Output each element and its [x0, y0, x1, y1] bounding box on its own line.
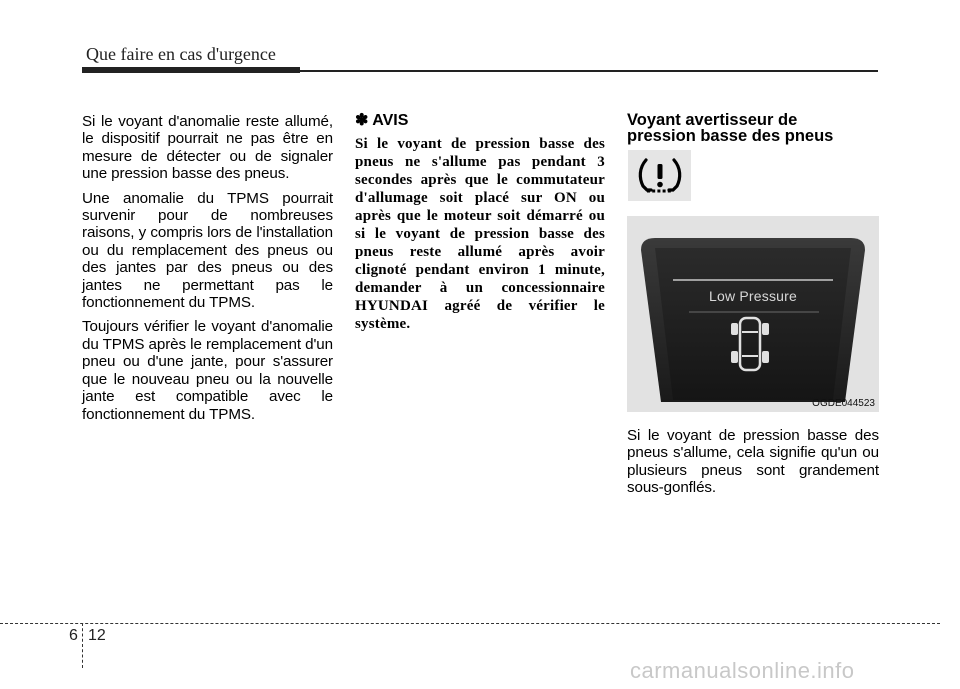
column-2 — [355, 113, 605, 333]
section-heading-line1: Voyant avertisseur de — [627, 111, 798, 129]
tire-pressure-warning-icon — [628, 150, 691, 201]
paragraph-2: Une anomalie du TPMS pourrait survenir pour de nombreuses raisons, y compris lors de l'installation ou du remplacement des pneus ou des jantes par des pneus ou des jantes ne permettant pas le fonctionnement du TPMS. — [82, 189, 333, 312]
dashboard-figure — [627, 216, 879, 412]
low-pressure-paragraph: Si le voyant de pression basse des pneus s'allume, cela signifie qu'un ou plusieurs pneus sont grandement sous-gonflés. — [627, 427, 879, 497]
car-top-view-icon — [730, 316, 770, 377]
avis-text: Si le voyant de pression basse des pneus ne s'allume pas pendant 3 secondes après que le commutateur d'allumage soit placé sur ON ou après que le moteur soit démarré ou si le voyant de pression basse des pneus reste allumé après avoir clignoté pendant environ 1 minute, demander à un concessionnaire HYUNDAI agréé de vérifier le système. — [355, 136, 605, 332]
column-3 — [627, 113, 879, 145]
column-3-paragraph-box — [627, 427, 879, 504]
header-rule-thick — [82, 67, 300, 73]
page-number: 12 — [88, 627, 106, 644]
low-pressure-label: Low Pressure — [709, 288, 797, 304]
page-header-title: Que faire en cas d'urgence — [86, 44, 276, 64]
figure-caption: OGDE044523 — [812, 398, 875, 409]
footer-rule — [0, 623, 940, 624]
header-rule-thin — [300, 70, 878, 72]
paragraph-3: Toujours vérifier le voyant d'anomalie du TPMS après le remplacement d'un pneu ou d'une jante, pour s'assurer que le nouveau pneu ou la nouvelle jante est compatible avec le fonctionnement du TPMS. — [82, 318, 333, 423]
section-heading-line2: pression basse des pneus — [627, 127, 834, 145]
avis-title: ✽ AVIS — [355, 112, 409, 129]
column-1 — [82, 113, 333, 430]
paragraph-1: Si le voyant d'anomalie reste allumé, le dispositif pourrait ne pas être en mesure de détecter ou de signaler une pression basse des pneus. — [82, 113, 333, 183]
chapter-number: 6 — [69, 627, 78, 644]
watermark: carmanualsonline.info — [630, 658, 855, 683]
footer-vertical-rule — [82, 623, 83, 668]
